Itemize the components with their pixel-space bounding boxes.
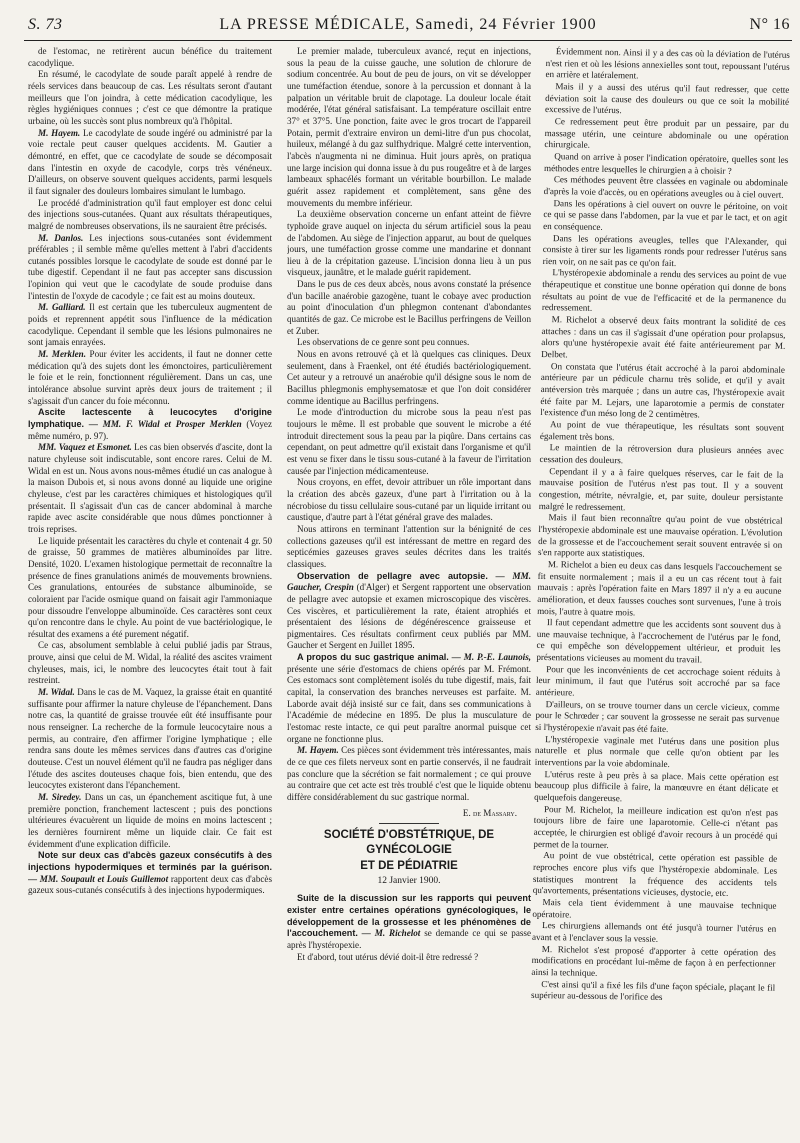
paragraph — [287, 279, 531, 337]
masthead — [24, 14, 792, 41]
paragraph-text: Le procédé d'administration qu'il faut employer est donc celui des injections sous-cutanées. Quant aux résultats thérapeutiques, malgré de nombreuses observations, ils ne sauraient être précisés. — [28, 197, 272, 231]
paragraph-text: Ces méthodes peuvent être classées en vaginale ou abdominale d'après la voie d'accès, ou en opérations aveugles ou à ciel ouvert. — [543, 174, 788, 200]
paragraph — [287, 571, 531, 653]
paragraph-text: M. Richelot s'est proposé d'apporter à cette opération des modifications en procédant lui-même de façon à en perfectionner ainsi la technique. — [531, 943, 776, 978]
paragraph — [541, 314, 786, 364]
paragraph-text: Il est certain que les tuberculeux augmentent de poids et reprennent appétit sous l'influence de la médication cacodylique. Cependant il semble que les lésions pulmonaires ne sont jamais enrayées. — [28, 302, 272, 348]
paragraph — [287, 893, 531, 951]
paragraph-text: Le maintien de la rétroversion dura plusieurs années avec cessation des douleurs. — [539, 442, 784, 466]
paragraph-text: Mais cela tient évidemment à une mauvaise technique opératoire. — [532, 896, 777, 920]
paragraph-text: Nous en avons retrouvé çà et là quelques cas cliniques. Deux seulement, dans à Fraenkel, ont été étudiés bactériologiquement. Cet auteur y a retrouvé un anaérobie qu'il désigne sous le nom de Bacillus phlegmonis emphysematosæ et que l'on doit considérer comme identique au Bacillus perfringens. — [287, 349, 531, 406]
paragraph — [28, 128, 272, 198]
paragraph-text: Le liquide présentait les caractères du chyle et contenait 4 gr. 50 de graisse, 50 grammes de matières albuminoïdes par litre. Densité, 1020. L'examen histologique permettait de reconnaître la présence de fines granulations animés de mouvements browniens. Ces granulations, entourées de substance albuminoïde, se coloraient par l'acide osmique quand on faisait agir l'ammoniaque pour dissoudre l'enveloppe albuminoïde. Ces caractères sont ceux qu'on rencontre dans le chyle. Au point de vue bactériologique, le résultat des examens a été purement négatif. — [28, 535, 272, 639]
paragraph — [543, 198, 788, 237]
paragraph — [28, 407, 272, 442]
paragraph — [535, 699, 780, 738]
paragraph — [533, 804, 778, 854]
paragraph — [535, 734, 780, 773]
speaker-name: M. Hayem. — [38, 127, 81, 138]
speaker-name: — M. P.-E. Launois, — [448, 652, 531, 663]
paragraph-text: Les cas bien observés d'ascite, dont la nature chyleuse soit indiscutable, sont encore rares. Celui de M. Widal en est un. Nous avons nous-mêmes étudié un cas analogue à la maison Dubois et, si nous avons donné au liquide une origine chyleuse, c'est par les caractères chimiques et histologiques qu'il présentait. Il s'agissait d'un cas de cancer abdominal à marche rapide avec ascite considérable que nous dûmes ponctionner à trois reprises. — [28, 442, 272, 534]
paragraph — [533, 850, 778, 900]
paragraph — [28, 792, 272, 850]
paragraph — [534, 769, 779, 808]
paragraph-text: L'hystéropexie vaginale met l'utérus dans une position plus naturelle et plus normale que celle qu'on obtient par les interventions par la voie abdominale. — [534, 733, 780, 770]
paragraph-text: Dans le cas de M. Vaquez, la graisse était en quantité suffisante pour affirmer la nature chyleuse de l'épanchement. Dans notre cas, la quantité de graisse trouvée eût été insuffisante pour nous renseigner. La recherche de la formule leucocytaire nous a permis, au contraire, d'en affirmer l'origine lymphatique ; elle rendra sans doute les mêmes services dans d'autres cas d'origine douteuse. C'est un nouvel élément qu'il ne faudra pas négliger dans l'étude des ascites douteuses chaque fois, bien entendu, que des leucocytes existeront dans l'épanchement. — [28, 687, 272, 791]
paragraph-text: Dans les opérations à ciel ouvert on ouvre le péritoine, on voit ce qui se passe dans l'abdomen, par la vue et par le tact, et on agit en conséquence. — [543, 197, 788, 232]
paragraph — [28, 302, 272, 349]
paragraph-text: Dans le pus de ces deux abcès, nous avons constaté la présence d'un bacille anaérobie gazogène, tuant le cobaye avec production au point d'inoculation d'un phlegmon contenant d'abondantes quantités de gaz. Ce microbe est le Bacillus perfringens de Veillon et Zuber. — [287, 279, 531, 336]
paragraph — [28, 46, 272, 69]
paragraph-text: Le mode d'introduction du microbe sous la peau n'est pas toujours le même. Il est probable que souvent le microbe a été introduit directement sous la peau par la piqûre. Dans certains cas cependant, on peut admettre qu'il existait dans l'organisme et qu'il est venu se fixer dans le tissu sous-cutané à la faveur de l'irritation causée par l'injection médicamenteuse. — [287, 407, 531, 476]
paragraph-text: Nous attirons en terminant l'attention sur la bénignité de ces collections gazeuses qu'il est intéressant de mettre en regard des septicémies gazeuses graves seules décrites dans les traités classiques. — [287, 523, 531, 569]
paragraph-text: (Voyez même numéro, p. 97). — [28, 419, 272, 441]
paragraph-text: Les injections sous-cutanées sont évidemment préférables ; il semble même qu'elles mettent à l'abri d'accidents cutanés possibles lorsque le cacodylate de soude est donné par le tube digestif. Cependant il ne faut pas accepter sans discussion l'opinion qui veut que le cacodylate de soude produise dans l'intestin de l'oxyde de cacodyle ; ce fait est au moins douteux. — [28, 232, 272, 301]
paragraph — [531, 943, 776, 982]
paragraph — [543, 232, 788, 271]
paragraph-text: Les chirurgiens allemands ont été jusqu'à tourner l'utérus en avant et à l'enclaver sous la vessie. — [531, 920, 777, 944]
speaker-name: M. Danlos. — [38, 232, 84, 243]
paragraph — [28, 233, 272, 303]
paragraph-text: M. Richelot a bien eu deux cas dans lesquels l'accouchement se fit ensuite normalement ; mais il a eu un cas récent tout à fait mauvais : après l'opération faite en Mars 1897 il n'y a eu aucune amélioration, et deux fausses couches sont survenues, l'une à trois mois, l'autre à quatre mois. — [537, 558, 782, 617]
paragraph — [287, 209, 531, 279]
paragraph — [538, 512, 783, 562]
speaker-name: M. Siredey. — [38, 792, 82, 802]
paragraph — [28, 687, 272, 792]
newspaper-page — [24, 14, 792, 1136]
column-3 — [529, 46, 790, 1136]
paragraph-text: de l'estomac, ne retirèrent aucun bénéfice du traitement cacodylique. — [28, 46, 272, 68]
speaker-name: — MM. Soupault et Louis Guillemot — [28, 873, 169, 884]
paragraph-text: Pour éviter les accidents, il faut ne donner cette médication qu'à des sujets dont les émonctoires, particulièrement le foie et le rein, fonctionnent régulièrement. Dans un cas, une intolérance absolue survint après deux jours de traitement ; il s'agissait d'un cancer du foie méconnu. — [28, 349, 272, 406]
paragraph-text: Pour que les inconvénients de cet accrochage soient réduits à leur minimum, il faut que l'utérus soit accroché par sa face antérieure. — [535, 663, 781, 698]
column-2-body — [287, 46, 531, 804]
paragraph — [28, 69, 272, 127]
paragraph-text: Pour M. Richelot, la meilleure indication est qu'on n'est pas toujours libre de faire une laparotomie. Celle-ci n'étant pas acceptée, le chirurgien est obligé d'avoir recours à un procédé qui permet de la tourner. — [533, 803, 779, 850]
paragraph — [544, 116, 789, 155]
paragraph — [540, 361, 785, 423]
paragraph-text: Au point de vue thérapeutique, les résultats sont souvent également très bons. — [539, 419, 785, 442]
paragraph — [287, 524, 531, 571]
signature: E. de Massary. — [462, 807, 517, 818]
column-1 — [28, 46, 272, 1132]
paragraph-text: Dans les opérations aveugles, telles que l'Alexander, qui consiste à tirer sur les ligaments ronds pour redresser l'utérus sans rien voir, on ne sait pas ce qu'on fait. — [542, 232, 788, 268]
issue-number: N° 16 — [749, 16, 790, 33]
paragraph-text: Au point de vue obstétrical, cette opération est passible de reproches encore plus vifs que l'hystéropexie abdominale. Les statistiques montrent la fréquence des accidents tels qu'avortements, présentations vicieuses, dystocie, etc. — [532, 850, 778, 899]
page-number: S. 73 — [28, 16, 63, 33]
speaker-name: M. Hayem. — [297, 745, 339, 756]
paragraph — [28, 198, 272, 233]
paragraph — [28, 536, 272, 641]
speaker-name: M. Merklen. — [38, 349, 86, 360]
paragraph-text: C'est ainsi qu'il a fixé les fils d'une façon spéciale, plaçant le fil supérieur au-dessous de l'orifice des — [531, 978, 776, 1003]
paragraph — [537, 559, 782, 621]
paragraph-text: Et d'abord, tout utérus dévié doit-il être redressé ? — [297, 951, 479, 962]
paragraph — [28, 850, 272, 897]
paragraph — [28, 349, 272, 407]
paragraph-text: M. Richelot a observé deux faits montrant la solidité de ces attaches : dans un cas il s'agissait d'une opération pour prolapsus, alors qu'une hystéropexie avait été faite antérieurement par M. Delbet. — [541, 314, 786, 360]
section-heading: A propos du suc gastrique animal. — [297, 652, 449, 663]
paragraph — [28, 442, 272, 535]
paragraph — [287, 477, 531, 524]
paragraph-text: Les observations de ce genre sont peu connues. — [297, 337, 470, 348]
paragraph-text: Mais il y a aussi des utérus qu'il faut redresser, que cette déviation soit la cause des douleurs ou que ce soit la mobilité excessive de l'utérus. — [544, 81, 790, 116]
paragraph-text: Cependant il y a à faire quelques réserves, car le fait de la mauvaise position de l'utérus n'est pas tout. Il y a souvent congestion, métrite, névralgie, et, par suite, douleur persistante malgré le redressement. — [538, 465, 784, 512]
society-date: 12 Janvier 1900. — [377, 875, 441, 886]
section-heading: Observation de pellagre avec autopsie. — [297, 570, 488, 581]
paragraph-text: On constata que l'utérus était accroché à la paroi abdominale antérieure par un pédicule charnu très solide, et qu'il y avait antéversion très marquée ; dans un autre cas, l'hystéropexie avait été faite par M. Lejars, une laparotomie a permis de constater l'existence d'un méso long de 2 centimètres. — [540, 360, 786, 420]
paragraph-text: Il faut cependant admettre que les accidents sont souvent dus à une mauvaise technique, à l'accrochement de l'utérus par le fond, ce qui empêche son développement ultérieur, et produit les présentations vicieuses au moment du travail. — [536, 617, 781, 665]
paragraph — [536, 617, 781, 667]
paragraph-text: Ce cas, absolument semblable à celui publié jadis par Straus, prouve, ainsi que celui de M. Widal, la réalité des ascites vraiment chyleuses, mais, ici, le nombre des leucocytes était tout à fait restreint. — [28, 640, 272, 686]
society-title: SOCIÉTÉ D'OBSTÉTRIQUE, DE GYNÉCOLOGIE — [323, 829, 495, 856]
paragraph — [539, 466, 784, 516]
paragraph-text: Le cacodylate de soude ingéré ou administré par la voie rectale peut causer quelques accidents. M. Gautier a démontré, en effet, que ce cacodylate de soude se décomposait dans l'intestin en oxyde de cacodyle, corps très vénéneux. D'ailleurs, on observe souvent quelques accidents, parmi lesquels il faut signaler des douleurs lombaires simulant le lumbago. — [28, 127, 272, 196]
paragraph — [545, 81, 790, 120]
paragraph-text: Ce redressement peut être produit par un pessaire, par du massage utérin, une ceinture abdominale ou une opération chirurgicale. — [544, 116, 789, 150]
paragraph-text: présente une série d'estomacs de chiens opérés par M. Frémont. Ces estomacs sont complètement isolés du tube digestif, mais, fait capital, la conservation des branches nerveuses est parfaite. M. Laborde avait déjà insisté sur ce fait, dans ses communications à l'Académie de médecine en 1895. De plus la musculature de l'estomac reste intacte, ce qui peut paraître anormal puisque cet organe ne fonctionne plus. — [287, 663, 531, 744]
paragraph-text: Mais il faut bien reconnaître qu'au point de vue obstétrical l'hystéropexie abdominale est une mauvaise opération. L'évolution de la grossesse et de l'accouchement serait souvent entravée si on s'en rapporte aux statistiques. — [537, 512, 783, 559]
paragraph — [545, 46, 790, 85]
speaker-name: — MM. Gaucher, Crespin — [287, 570, 531, 593]
section-heading: Suite de la discussion sur les rapports qui peuvent exister entre certaines opérations gynécologiques, le développement de la grossesse et les phénomènes de l'accouchement. — [287, 893, 531, 939]
paragraph-text: L'hystéropexie abdominale a rendu des services au point de vue thérapeutique et constitue une bonne opération qui donne de bons résultats au point de vue de l'efficacité et de la permanence du redressement. — [541, 267, 787, 314]
column-2-society-body — [287, 893, 531, 963]
journal-title: LA PRESSE MÉDICALE, Samedi, 24 Février 1900 — [219, 16, 597, 33]
paragraph-text: L'utérus reste à peu près à sa place. Mais cette opération est beaucoup plus difficile à faire, la manœuvre en étant délicate et quelquefois dangereuse. — [534, 768, 779, 804]
paragraph — [287, 337, 531, 349]
paragraph-text: Quand on arrive à poser l'indication opératoire, quelles sont les méthodes entre lesquelles le chirurgien a à choisir ? — [544, 151, 789, 176]
paragraph-text: Dans un cas, un épanchement ascitique fut, à une première ponction, franchement lactescent ; puis des ponctions ultérieures évacuèrent un liquide de moins en moins lactescent ; les dernières fournirent même un liquide clair. Ce fait est évidemment d'une explication difficile. — [28, 792, 272, 849]
paragraph-text: rapportent deux cas d'abcès gazeux sous-cutanés consécutifs à des injections hypodermiques. — [28, 873, 272, 896]
paragraph-text: Ces pièces sont évidemment très intéressantes, mais de ce que ces filets nerveux sont en partie conservés, il ne faudrait pas conclure que la sécrétion se fait normalement ; ce qui prouve au contraire que cet acte est très troublé c'est que le liquide obtenu diffère considérablement du suc gastrique normal. — [287, 745, 531, 802]
paragraph — [542, 267, 787, 317]
speaker-name: — MM. F. Widal et Prosper Merklen — [84, 419, 242, 429]
speaker-name: M. Galliard. — [38, 302, 86, 313]
divider — [379, 823, 439, 824]
paragraph-text: Le premier malade, tuberculeux avancé, reçut en injections, sous la peau de la cuisse gauche, une solution de chlorure de sodium concentrée. Au bout de peu de jours, on vit se développer une tuméfaction étendue, sonore à la percussion et donnant à la palpation un véritable bruit de clapotage. La douleur locale était modérée, l'état général satisfaisant. La température oscillait entre 37° et 37°5. Une ponction, faite avec le gros trocart de l'appareil Potain, permit d'extraire environ un demi-litre d'un pus chocolat, huileux, mélangé à du gaz sulfhydrique. Malgré cette intervention, l'abcès n'augmenta ni ne diminua. Huit jours après, on pratiqua une large incision qui donna issue à du pus rougeâtre et à de larges lambeaux sphacélés formant un véritable bourbillon. Le malade guérit assez rapidement et complètement, sans gêne des mouvements du membre inférieur. — [287, 46, 531, 208]
paragraph-text: (d'Alger) et Sergent rapportent une observation de pellagre avec autopsie et examen microscopique des viscères. Ces viscères, et particulièrement la rate, étaient atrophiés et présentaient des lésions de dégénérescence graisseuse et pigmentaires. Ces résultats confirment ceux publiés par MM. Gaucher et Sergent en Juillet 1895. — [287, 582, 531, 651]
paragraph — [287, 407, 531, 477]
paragraph — [287, 952, 531, 964]
paragraph — [287, 745, 531, 803]
speaker-name: — M. Richelot — [357, 928, 421, 939]
column-2 — [287, 46, 531, 1132]
paragraph — [531, 978, 775, 1005]
paragraph-text: se demande ce qui se passe après l'hystéropexie. — [287, 928, 531, 951]
paragraph — [28, 640, 272, 687]
speaker-name: MM. Vaquez et Esmonet. — [38, 442, 132, 453]
paragraph-text: Nous croyons, en effet, devoir attribuer un rôle important dans la création des abcès gazeux, d'une part à l'irritation ou à la nécrobiose du tissu cellulaire sous-cutané par un liquide irritant ou caustique, d'autre part à l'état général grave des malades. — [287, 477, 531, 523]
society-title-line2: ET DE PÉDIATRIE — [360, 860, 458, 873]
paragraph — [536, 664, 781, 703]
paragraph-text: La deuxième observation concerne un enfant atteint de fièvre typhoïde grave auquel on injecta du sérum artificiel sous la peau de l'abdomen. Au siège de l'injection apparut, au bout de quelques jours, une tuméfaction grosse comme une mandarine et donnant lieu à de la crépitation gazeuse. L'incision donna lieu à un pus visqueux, jaunâtre, et le malade guérit rapidement. — [287, 209, 531, 278]
paragraph — [287, 349, 531, 407]
paragraph-text: D'ailleurs, on se trouve tourner dans un cercle vicieux, comme pour le Schrœder ; car souvent la grossesse ne serait pas survenue si l'hystéropexie n'avait pas été faite. — [535, 698, 780, 735]
paragraph — [287, 652, 531, 745]
paragraph-text: Évidemment non. Ainsi il y a des cas où la déviation de l'utérus n'est rien et où les lésions annexielles sont tout, repoussant l'utérus en arrière et latéralement. — [545, 46, 790, 81]
speaker-name: M. Widal. — [38, 687, 75, 698]
section-heading: Note sur deux cas d'abcès gazeux consécutifs à des injections hypodermiques et terminés par la guérison. — [28, 850, 272, 872]
section-heading: Ascite lactescente à leucocytes d'origine lymphatique. — [28, 407, 272, 429]
paragraph-text: En résumé, le cacodylate de soude paraît appelé à rendre de réels services dans beaucoup de cas. Les résultats seront d'autant meilleurs que l'on joindra, à cette médication cacodylique, les règles hygiéniques connues ; c'est ce que démontre la pratique urbaine, où les succès sont plus nombreux qu'à l'hôpital. — [28, 69, 272, 126]
text-columns — [24, 46, 792, 1132]
paragraph — [287, 46, 531, 209]
